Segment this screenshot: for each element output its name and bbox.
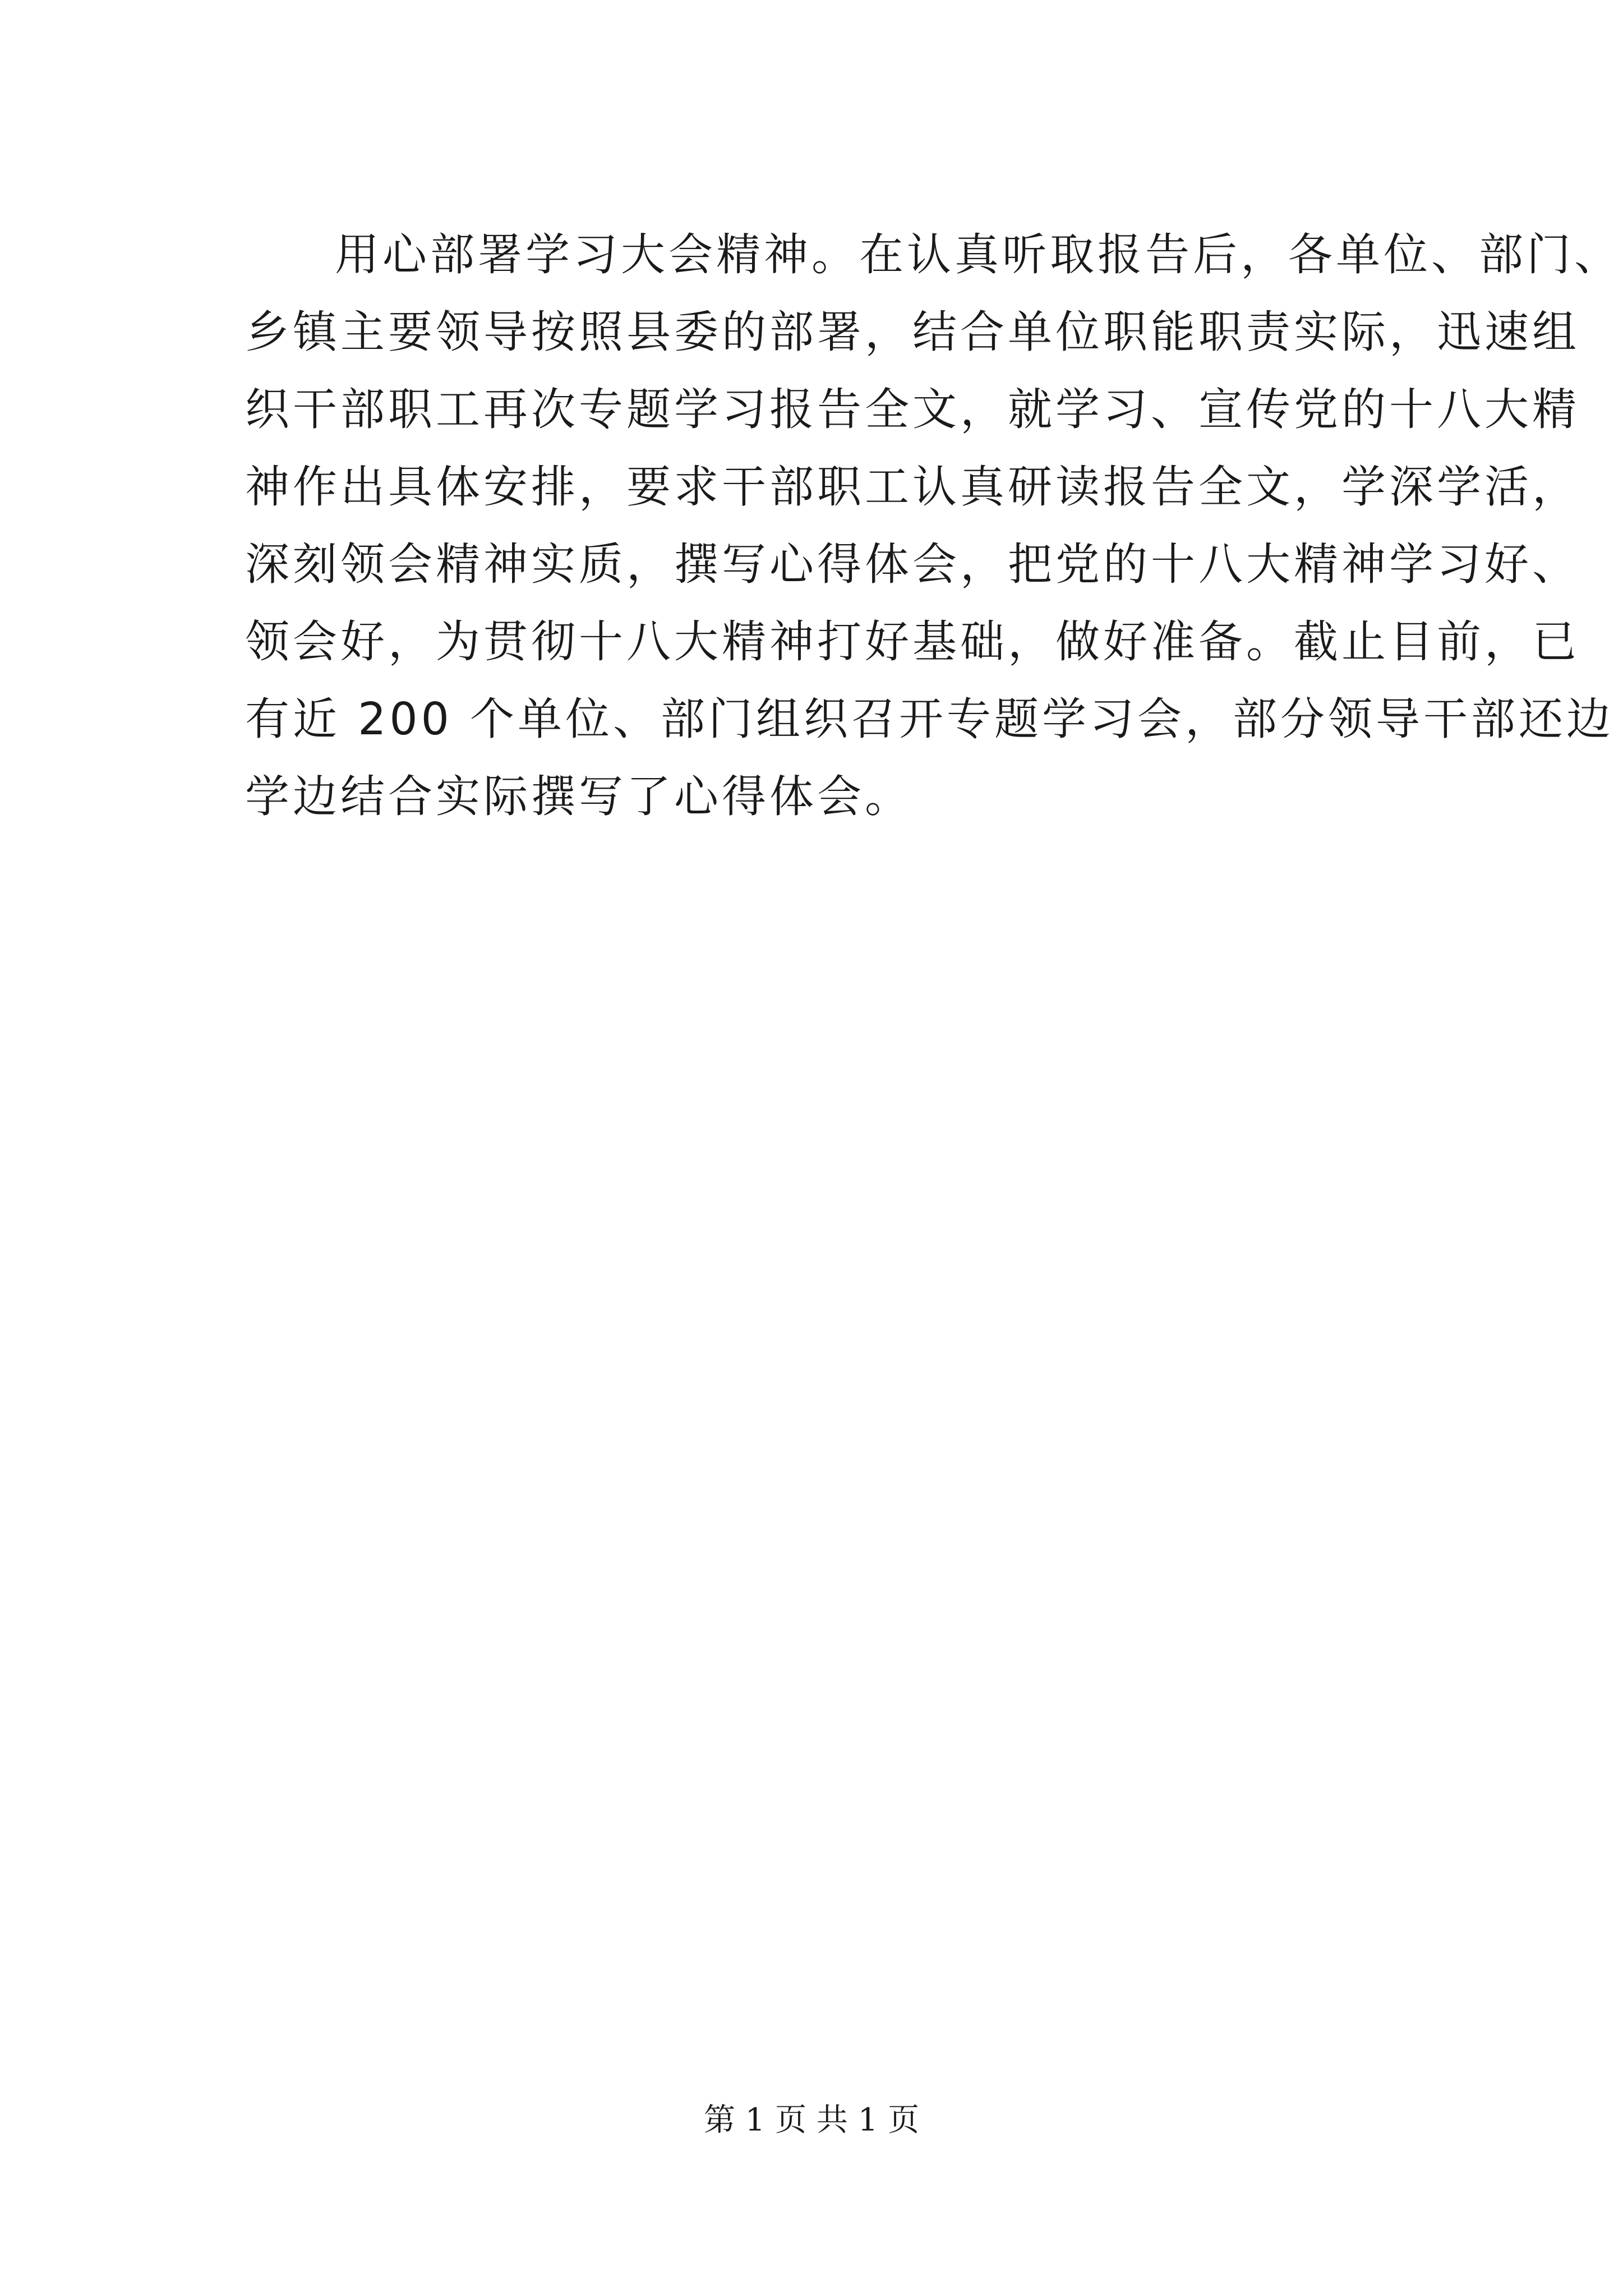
paragraph-line-4: 神作出具体安排，要求干部职工认真研读报告全文，学深学活，: [245, 461, 1580, 513]
body-paragraph: [245, 216, 1622, 835]
paragraph-line-6: 领会好，为贯彻十八大精神打好基础，做好准备。截止目前，已: [245, 616, 1580, 668]
paragraph-line-7: 有近 200 个单位、部门组织召开专题学习会，部分领导干部还边: [245, 693, 1615, 745]
paragraph-line-8: 学边结合实际撰写了心得体会。: [245, 771, 912, 822]
paragraph-line-1: 用心部署学习大会精神。在认真听取报告后，各单位、部门、: [335, 229, 1622, 280]
paragraph-line-5: 深刻领会精神实质，撰写心得体会，把党的十八大精神学习好、: [245, 539, 1580, 590]
paragraph-line-2: 乡镇主要领导按照县委的部署，结合单位职能职责实际，迅速组: [245, 306, 1580, 358]
page-footer: 第 1 页 共 1 页: [703, 2102, 920, 2138]
paragraph-line-3: 织干部职工再次专题学习报告全文，就学习、宣传党的十八大精: [245, 384, 1580, 435]
